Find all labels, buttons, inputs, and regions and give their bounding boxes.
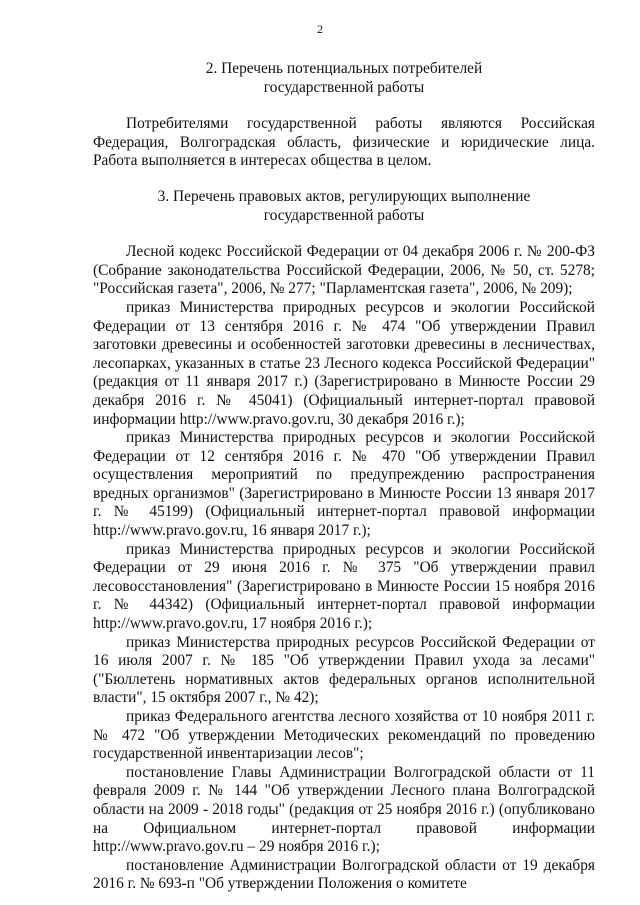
legal-act-item: приказ Министерства природных ресурсов Российской Федерации от 16 июля 2007 г. № 185 "Об утверждении Правил ухода за лесами" ("Бюллетень нормативных актов федеральных органов исполнительной власти", 15 октября 2007 г., № 42); [93, 633, 595, 707]
section-3-heading [93, 188, 595, 225]
document-body [93, 60, 595, 894]
legal-acts-list [93, 243, 595, 894]
legal-act-item: постановление Главы Администрации Волгоградской области от 11 февраля 2009 г. № 144 "Об утверждении Лесного плана Волгоградской области на 2009 - 2018 годы" (редакция от 25 ноября 2016 г.) (опубликовано на Официальном интернет-портал правовой информации http://www.pravo.gov.ru – 29 ноября 2016 г.); [93, 763, 595, 856]
legal-act-item: постановление Администрации Волгоградской области от 19 декабря 2016 г. № 693-п "Об утверждении Положения о комитете [93, 856, 595, 893]
legal-act-item: приказ Министерства природных ресурсов и экологии Российской Федерации от 13 сентября 2016 г. № 474 "Об утверждении Правил заготовки древесины и особенностей заготовки древесины в лесничествах, лесопарках, указанных в статье 23 Лесного кодекса Российской Федерации" (редакция от 11 января 2017 г.) (Зарегистрировано в Минюсте России 29 декабря 2016 г. № 45041) (Официальный интернет-портал правовой информации http://www.pravo.gov.ru, 30 декабря 2016 г.); [93, 298, 595, 428]
section-3-heading-line-1: 3. Перечень правовых актов, регулирующих выполнение [157, 187, 531, 205]
legal-act-item: приказ Министерства природных ресурсов и экологии Российской Федерации от 29 июня 2016 г. № 375 "Об утверждении правил лесовосстановления" (Зарегистрировано в Минюсте России 15 ноября 2016 г. № 44342) (Официальный интернет-портал правовой информации http://www.pravo.gov.ru, 17 ноября 2016 г.); [93, 540, 595, 633]
section-2-heading [93, 60, 595, 97]
section-2-heading-line-1: 2. Перечень потенциальных потребителей [205, 60, 483, 77]
page-number: 2 [317, 22, 323, 36]
legal-act-item: приказ Федерального агентства лесного хозяйства от 10 ноября 2011 г. № 472 "Об утверждении Методических рекомендаций по проведению государственной инвентаризации лесов"; [93, 708, 595, 763]
legal-act-item: приказ Министерства природных ресурсов и экологии Российской Федерации от 12 сентября 2016 г. № 470 "Об утверждении Правил осуществления мероприятий по предупреждению распространения вредных организмов" (Зарегистрировано в Минюсте России 13 января 2017 г. № 45199) (Официальный интернет-портал правовой информации http://www.pravo.gov.ru, 16 января 2017 г.); [93, 429, 595, 540]
legal-act-item: Лесной кодекс Российской Федерации от 04 декабря 2006 г. № 200-ФЗ (Собрание законодательства Российской Федерации, 2006, № 50, ст. 5278; "Российская газета", 2006, № 277; "Парламентская газета", 2006, № 209); [93, 243, 595, 298]
section-2-paragraph: Потребителями государственной работы являются Российская Федерация, Волгоградская область, физические и юридические лица. Работа выполняется в интересах общества в целом. [93, 115, 595, 170]
section-3-heading-line-2: государственной работы [263, 206, 425, 224]
section-2-heading-line-2: государственной работы [263, 78, 425, 96]
